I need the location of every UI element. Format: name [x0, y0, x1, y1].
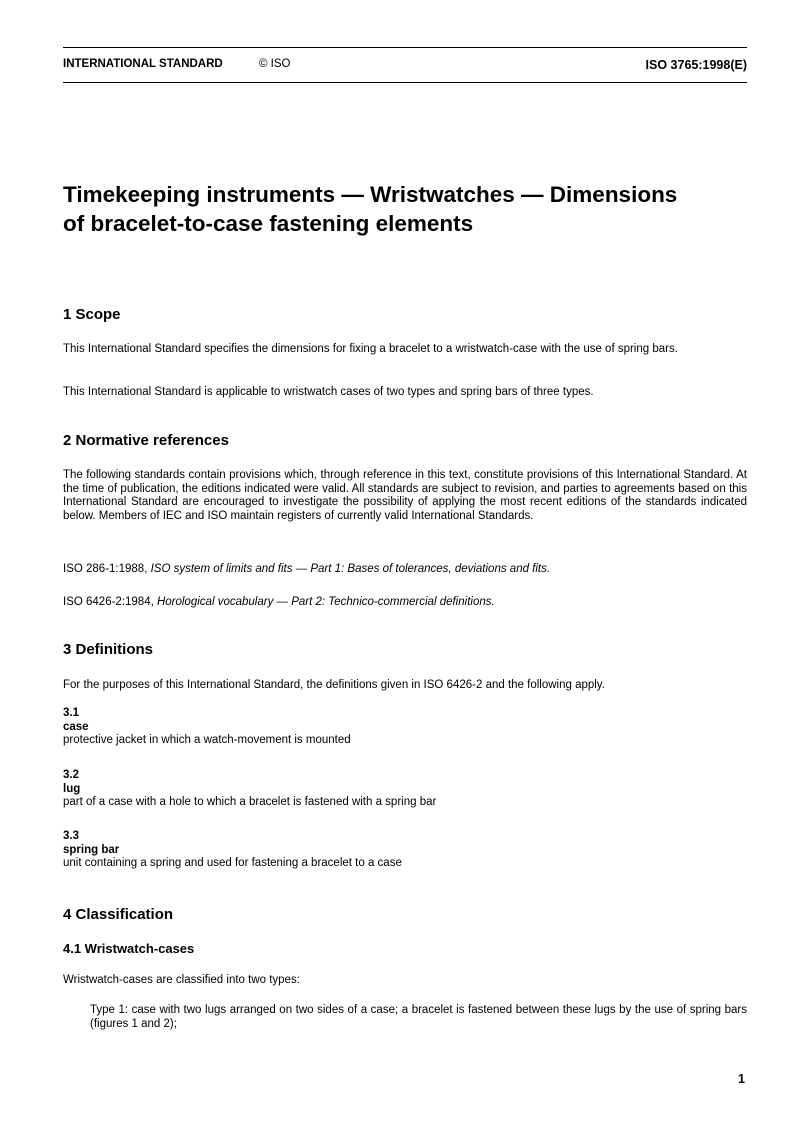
classification-type-1: Type 1: case with two lugs arranged on two sides of a case; a bracelet is fastened between these lugs by the use of spring bars (figures 1 and 2); [90, 1004, 747, 1030]
classification-intro: Wristwatch-cases are classified into two types: [63, 974, 300, 986]
header-document-id: ISO 3765:1998(E) [645, 58, 747, 72]
section-heading: 2 Normative references [63, 432, 229, 449]
section-heading: 4 Classification [63, 906, 174, 923]
document-title [63, 180, 747, 238]
subsection-heading: 4.1 Wristwatch-cases [63, 941, 195, 956]
section-definitions [63, 641, 747, 659]
normrefs-paragraph: The following standards contain provisions which, through reference in this text, constitute provisions of this International Standard. At the time of publication, the editions indicated were valid. All standards are subject to revision, and parties to agreements based on this International Standard are encouraged to investigate the possibility of applying the most recent editions of the standards indicated below. Members of IEC and ISO maintain registers of currently valid International Standards. [63, 469, 747, 522]
header-standard-label: INTERNATIONAL STANDARD [63, 58, 223, 70]
definitions-intro: For the purposes of this International Standard, the definitions given in ISO 6426-2 and the following apply. [63, 679, 605, 691]
definition-text: protective jacket in which a watch-movement is mounted [63, 734, 351, 746]
definition-text: part of a case with a hole to which a bracelet is fastened with a spring bar [63, 796, 437, 808]
definition-number: 3.3 [63, 830, 79, 842]
scope-paragraph-1: This International Standard specifies the dimensions for fixing a bracelet to a wristwatch-case with the use of spring bars. [63, 343, 678, 355]
title-line-1: Timekeeping instruments — Wristwatches — Dimensions [63, 182, 678, 207]
scope-paragraph-2: This International Standard is applicable to wristwatch cases of two types and spring bars of three types. [63, 386, 594, 398]
header-rule-top [63, 47, 747, 48]
definition-lug [63, 769, 747, 810]
header-rule-bottom [63, 82, 747, 83]
subsection-wristwatch-cases [63, 941, 747, 957]
definition-text: unit containing a spring and used for fastening a bracelet to a case [63, 857, 402, 869]
section-classification [63, 906, 747, 924]
reference-iso-286-1: ISO 286-1:1988, ISO system of limits and fits — Part 1: Bases of tolerances, deviations and fits. [63, 563, 551, 575]
section-normative-references [63, 432, 747, 450]
section-scope [63, 306, 747, 324]
header-copyright: © ISO [259, 58, 291, 70]
section-heading: 3 Definitions [63, 641, 154, 658]
section-heading: 1 Scope [63, 306, 121, 323]
page-number: 1 [738, 1072, 745, 1086]
definition-term: case [63, 720, 89, 733]
definition-spring-bar [63, 830, 747, 871]
definition-case [63, 707, 747, 748]
definition-term: lug [63, 782, 81, 795]
definition-term: spring bar [63, 843, 120, 856]
title-line-2: of bracelet-to-case fastening elements [63, 211, 474, 236]
definition-number: 3.2 [63, 769, 79, 781]
definition-number: 3.1 [63, 707, 79, 719]
reference-iso-6426-2: ISO 6426-2:1984, Horological vocabulary — Part 2: Technico-commercial definitions. [63, 596, 495, 608]
